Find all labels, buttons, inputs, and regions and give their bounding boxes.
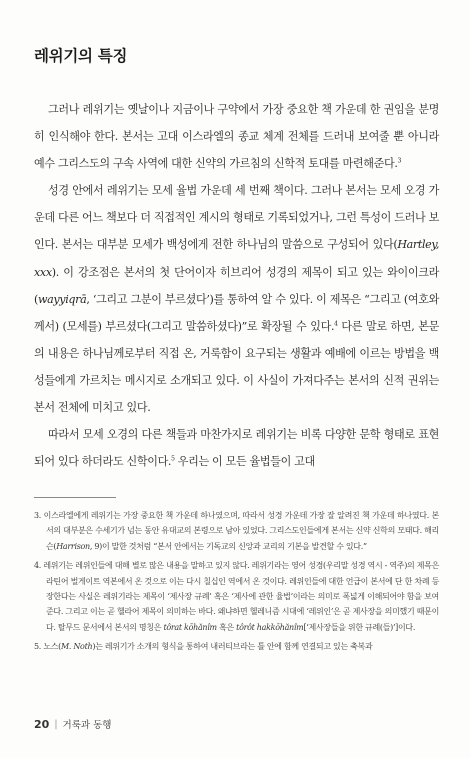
paragraph-3: 따라서 모세 오경의 다른 책들과 마찬가지로 레위기는 비록 다양한 문학 형태로 표현되어 있다 하더라도 신학이다.$^5$ 우리는 이 모든 율법들이 고대 xyxy=(34,428,439,469)
footnote-3: 3. 이스라엘에게 레위기는 가장 중요한 책 가운데 하나였으며, 따라서 성경 가운데 가장 잘 알려진 책 가운데 하나였다. 본서의 대부분은 수세기가 넘는 동안 유대교의 본령으로 남아 있었다. 그리스도인들에게 본서는 신약 신학의 모태다. 해리슨(Harrison, 9)이 말한 것처럼 “본서 안에서는 기독교의 신앙과 교리의 기본을 발견할 수 있다.” xyxy=(34,511,439,551)
footnote-ref-3: 3 xyxy=(397,157,401,165)
paragraph-2: 성경 안에서 레위기는 모세 율법 가운데 세 번째 책이다. 그러나 본서는 모세 오경 가운데 다른 어느 책보다 더 직접적인 계시의 형태로 기록되었거나, 그런 특성이 드러나 보인다. 본서는 대부분 모세가 백성에게 전한 하나님의 말씀으로 구성되어 있다(Hartley, xxx). 이 강조점은 본서의 첫 단어이자 히브리어 성경의 제목이 되고 있는 와이이크라(wayyiqrā, ‘그리고 그분이 부르셨다’)를 통하여 알 수 있다. 이 제목은 “그리고 (여호와께서) (모세를) 부르셨다(그리고 말씀하셨다)”로 확장될 수 있다.$^4$ 다른 말로 하면, 본문의 내용은 하나님께로부터 직접 온, 거룩함이 요구되는 생활과 예배에 이르는 방법을 백성들에게 가르치는 메시지로 소개되고 있다. 이 사실이 가져다주는 본서의 신적 권위는 본서 전체에 미치고 있다. xyxy=(34,184,439,415)
footer-separator: | xyxy=(54,718,58,730)
paragraph-1: 그러나 레위기는 옛날이나 지금이나 구약에서 가장 중요한 책 가운데 한 권임을 분명히 인식해야 한다. 본서는 고대 이스라엘의 종교 체계 전체를 드러내 보여줄 뿐 아니라 예수 그리스도의 구속 사역에 대한 신약의 가르침의 신학적 토대를 마련해준다.$^3$ xyxy=(34,103,439,171)
footnote-ref-5: 5 xyxy=(171,455,175,463)
citation-hartley: Hartley, xxx xyxy=(34,238,439,279)
hebrew-transliteration: wayyiqrā xyxy=(37,292,87,306)
book-title: 거룩과 동행 xyxy=(62,720,112,731)
footnote-ref-4: 4 xyxy=(334,320,338,328)
footnote-divider xyxy=(34,497,116,498)
body-text xyxy=(34,96,439,475)
footnotes xyxy=(34,508,439,659)
footnote-5: 5. 노스(M. Noth)는 레위기가 소개의 형식을 통하여 내러티브라는 틀 안에 함께 연결되고 있는 축복과 xyxy=(34,642,373,652)
page-number: 20 xyxy=(34,717,50,731)
section-heading: 레위기의 특징 xyxy=(34,47,128,65)
footnote-4: 4. 레위기는 레위인들에 대해 별로 많은 내용을 말하고 있지 않다. 레위기라는 영어 성경(우리말 성경 역시 - 역주)의 제목은 라틴어 벌게이트 역본에서 온 것으로 이는 다시 칠십인 역에서 온 것이다. 레위인들에 대한 언급이 본서에 단 한 차례 등장한다는 사실은 레위기라는 제목이 ‘제사장 규례’ 혹은 ‘제사에 관한 율법’이라는 의미로 폭넓게 이해되어야 함을 보여준다. 그리고 이는 곧 헬라어 제목이 의미하는 바다. 왜냐하면 헬레니즘 시대에 ‘레위인’은 곧 제사장을 의미했기 때문이다. 탈무드 문서에서 본서의 명칭은 tôrat kōhănîm 혹은 tôrôt hakkōhănîm[‘제사장들을 위한 규례(들)’]이다. xyxy=(34,561,439,632)
page-footer xyxy=(34,717,111,731)
